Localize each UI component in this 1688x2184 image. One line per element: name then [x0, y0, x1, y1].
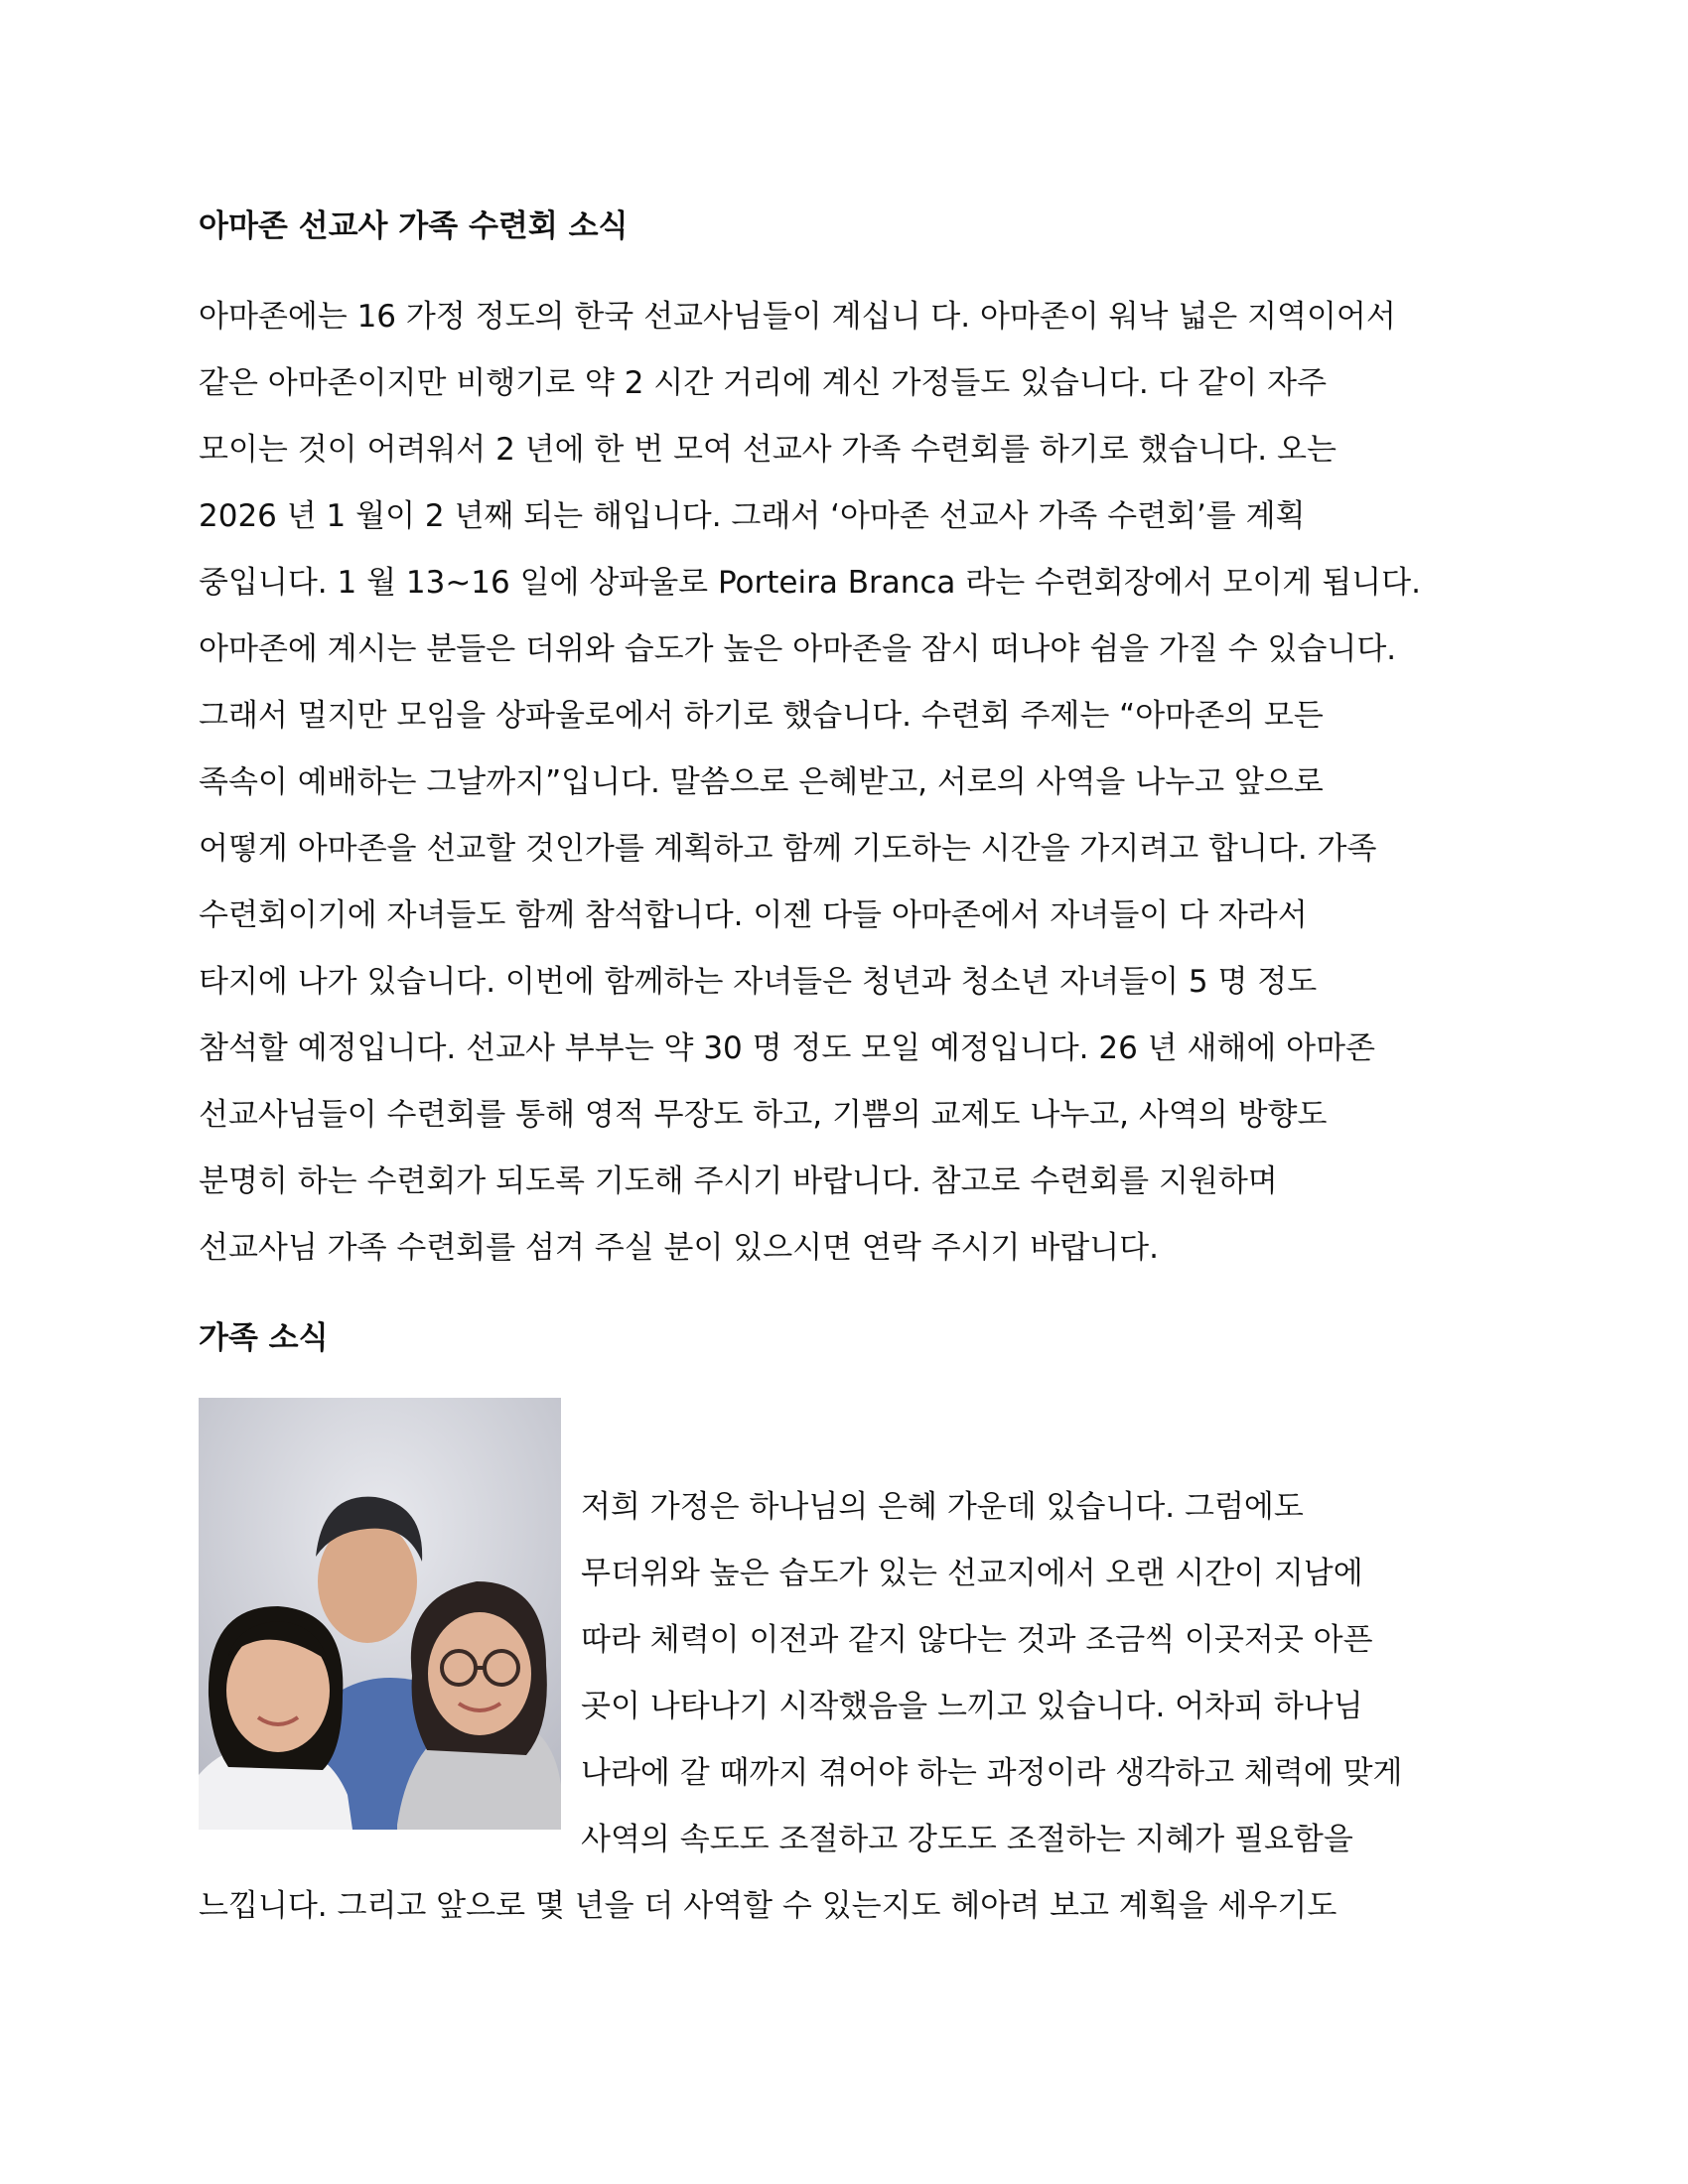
- family-paragraph-line: 사역의 속도도 조절하고 강도도 조절하는 지혜가 필요함을: [581, 1822, 1353, 1857]
- retreat-paragraph-line: 어떻게 아마존을 선교할 것인가를 계획하고 함께 기도하는 시간을 가지려고 합니다. 가족: [199, 831, 1377, 867]
- retreat-paragraph-line: 족속이 예배하는 그날까지”입니다. 말씀으로 은혜받고, 서로의 사역을 나누고 앞으로: [199, 764, 1324, 800]
- retreat-paragraph-line: 아마존에 계시는 분들은 더위와 습도가 높은 아마존을 잠시 떠나야 쉼을 가질 수 있습니다.: [199, 631, 1397, 667]
- retreat-paragraph-line: 수련회이기에 자녀들도 함께 참석합니다. 이젠 다들 아마존에서 자녀들이 다 자라서: [199, 897, 1308, 933]
- retreat-paragraph-line: 중입니다. 1 월 13~16 일에 상파울로 Porteira Branca 라는 수련회장에서 모이게 됩니다.: [199, 565, 1421, 601]
- family-paragraph-line: 나라에 갈 때까지 겪어야 하는 과정이라 생각하고 체력에 맞게: [581, 1755, 1403, 1791]
- family-paragraph-line: 저희 가정은 하나님의 은혜 가운데 있습니다. 그럼에도: [581, 1489, 1304, 1525]
- retreat-paragraph-line: 분명히 하는 수련회가 되도록 기도해 주시기 바랍니다. 참고로 수련회를 지원하며: [199, 1163, 1278, 1199]
- retreat-paragraph-line: 참석할 예정입니다. 선교사 부부는 약 30 명 정도 모일 예정입니다. 26 년 새해에 아마존: [199, 1030, 1375, 1066]
- retreat-paragraph-line: 타지에 나가 있습니다. 이번에 함께하는 자녀들은 청년과 청소년 자녀들이 5 명 정도: [199, 964, 1318, 1000]
- section-title-retreat: 아마존 선교사 가족 수련회 소식: [199, 208, 629, 244]
- family-photo: [199, 1398, 561, 1830]
- retreat-paragraph-line: 선교사님들이 수련회를 통해 영적 무장도 하고, 기쁨의 교제도 나누고, 사역의 방향도: [199, 1097, 1328, 1133]
- family-paragraph-line: 따라 체력이 이전과 같지 않다는 것과 조금씩 이곳저곳 아픈: [581, 1622, 1373, 1658]
- retreat-paragraph-line: 2026 년 1 월이 2 년째 되는 해입니다. 그래서 ‘아마존 선교사 가족 수련회’를 계획: [199, 498, 1306, 534]
- retreat-paragraph-line: 선교사님 가족 수련회를 섬겨 주실 분이 있으시면 연락 주시기 바랍니다.: [199, 1230, 1159, 1266]
- family-paragraph-line: 무더위와 높은 습도가 있는 선교지에서 오랜 시간이 지남에: [581, 1556, 1363, 1591]
- family-photo-illustration: [199, 1398, 561, 1830]
- family-paragraph-line: 곳이 나타나기 시작했음을 느끼고 있습니다. 어차피 하나님: [581, 1689, 1363, 1724]
- section-title-family-news: 가족 소식: [199, 1320, 329, 1356]
- retreat-paragraph-line: 같은 아마존이지만 비행기로 약 2 시간 거리에 계신 가정들도 있습니다. 다 같이 자주: [199, 365, 1328, 401]
- retreat-paragraph-line: 모이는 것이 어려워서 2 년에 한 번 모여 선교사 가족 수련회를 하기로 했습니다. 오는: [199, 432, 1336, 468]
- retreat-paragraph-line: 아마존에는 16 가정 정도의 한국 선교사님들이 계십니 다. 아마존이 워낙 넓은 지역이어서: [199, 299, 1396, 335]
- family-paragraph-line: 느낍니다. 그리고 앞으로 몇 년을 더 사역할 수 있는지도 헤아려 보고 계획을 세우기도: [199, 1888, 1337, 1924]
- retreat-paragraph-line: 그래서 멀지만 모임을 상파울로에서 하기로 했습니다. 수련회 주제는 “아마존의 모든: [199, 698, 1324, 734]
